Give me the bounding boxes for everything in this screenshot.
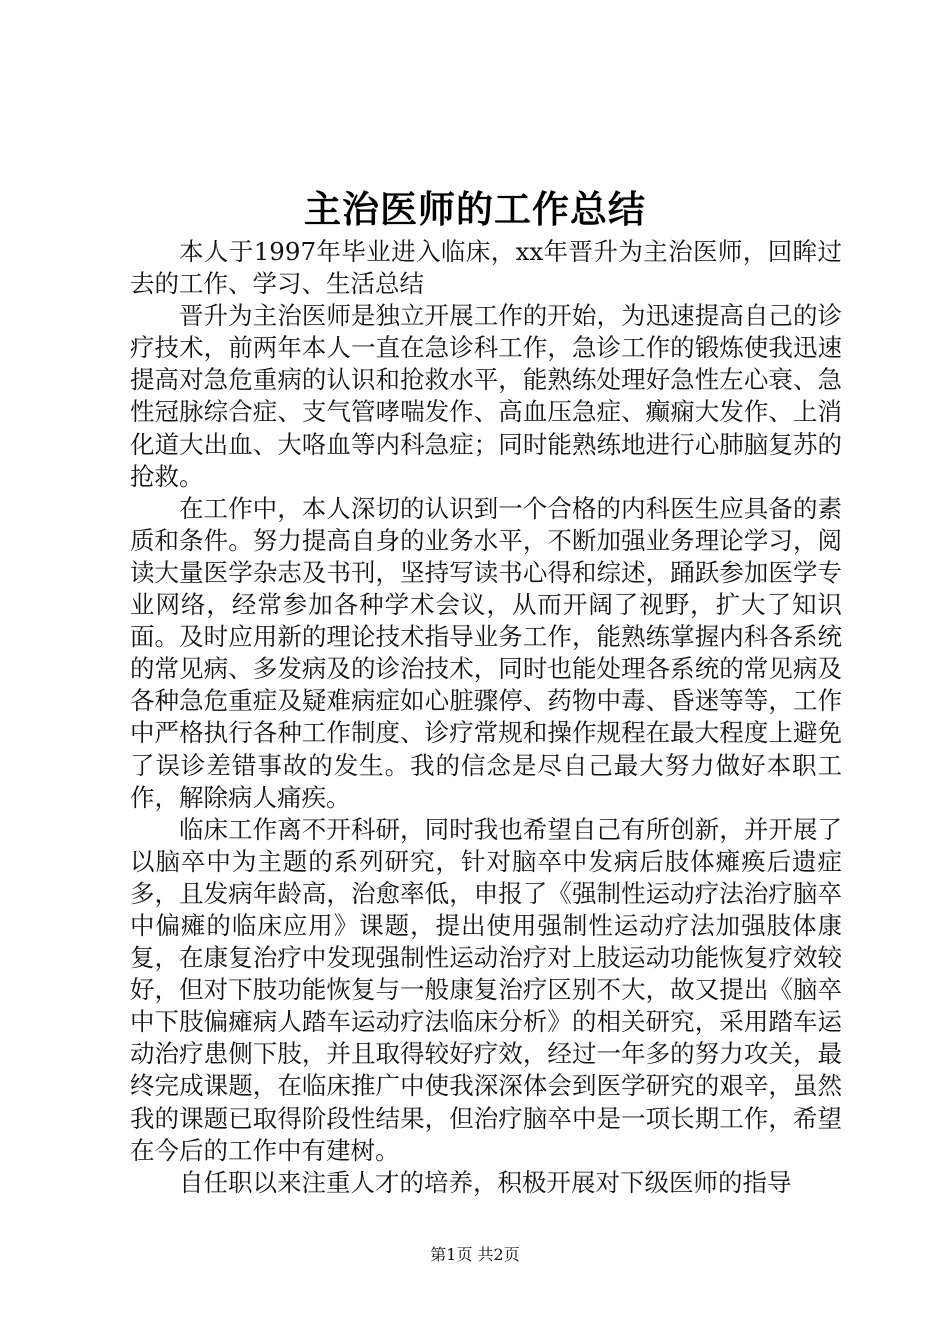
paragraph-intro: 本人于1997年毕业进入临床，xx年晋升为主治医师，回眸过去的工作、学习、生活总结 — [130, 237, 842, 299]
document-body — [130, 236, 842, 1199]
paragraph-research: 临床工作离不开科研，同时我也希望自己有所创新，并开展了以脑卒中为主题的系列研究，针对脑卒中发病后肢体瘫痪后遗症多，且发病年龄高，治愈率低，申报了《强制性运动疗法治疗脑卒中偏瘫的临床应用》课题，提出使用强制性运动疗法加强肢体康复，在康复治疗中发现强制性运动治疗对上肢运动功能恢复疗效较好，但对下肢功能恢复与一般康复治疗区别不大，故又提出《脑卒中下肢偏瘫病人踏车运动疗法临床分析》的相关研究，采用踏车运动治疗患侧下肢，并且取得较好疗效，经过一年多的努力攻关，最终完成课题，在临床推广中使我深深体会到医学研究的艰辛，虽然我的课题已取得阶段性结果，但治疗脑卒中是一项长期工作，希望在今后的工作中有建树。 — [130, 814, 842, 1165]
paragraph-professional-development: 在工作中，本人深切的认识到一个合格的内科医生应具备的素质和条件。努力提高自身的业务水平，不断加强业务理论学习，阅读大量医学杂志及书刊，坚持写读书心得和综述，踊跃参加医学专业网络，经常参加各种学术会议，从而开阔了视野，扩大了知识面。及时应用新的理论技术指导业务工作，能熟练掌握内科各系统的常见病、多发病及的诊治技术，同时也能处理各系统的常见病及各种急危重症及疑难病症如心脏骤停、药物中毒、昏迷等等，工作中严格执行各种工作制度、诊疗常规和操作规程在最大程度上避免了误诊差错事故的发生。我的信念是尽自己最大努力做好本职工作，解除病人痛疾。 — [130, 493, 842, 812]
paragraph-training: 自任职以来注重人才的培养，积极开展对下级医师的指导 — [179, 1167, 792, 1197]
document-title: 主治医师的工作总结 — [304, 187, 646, 231]
paragraph-emergency-work: 晋升为主治医师是独立开展工作的开始，为迅速提高自己的诊疗技术，前两年本人一直在急诊科工作，急诊工作的锻炼使我迅速提高对急危重病的认识和抢救水平，能熟练处理好急性左心衰、急性冠脉综合症、支气管哮喘发作、高血压急症、癫痫大发作、上消化道大出血、大咯血等内科急症；同时能熟练地进行心肺脑复苏的抢救。 — [130, 301, 842, 491]
page-footer: 第1页 共2页 — [430, 1245, 520, 1264]
